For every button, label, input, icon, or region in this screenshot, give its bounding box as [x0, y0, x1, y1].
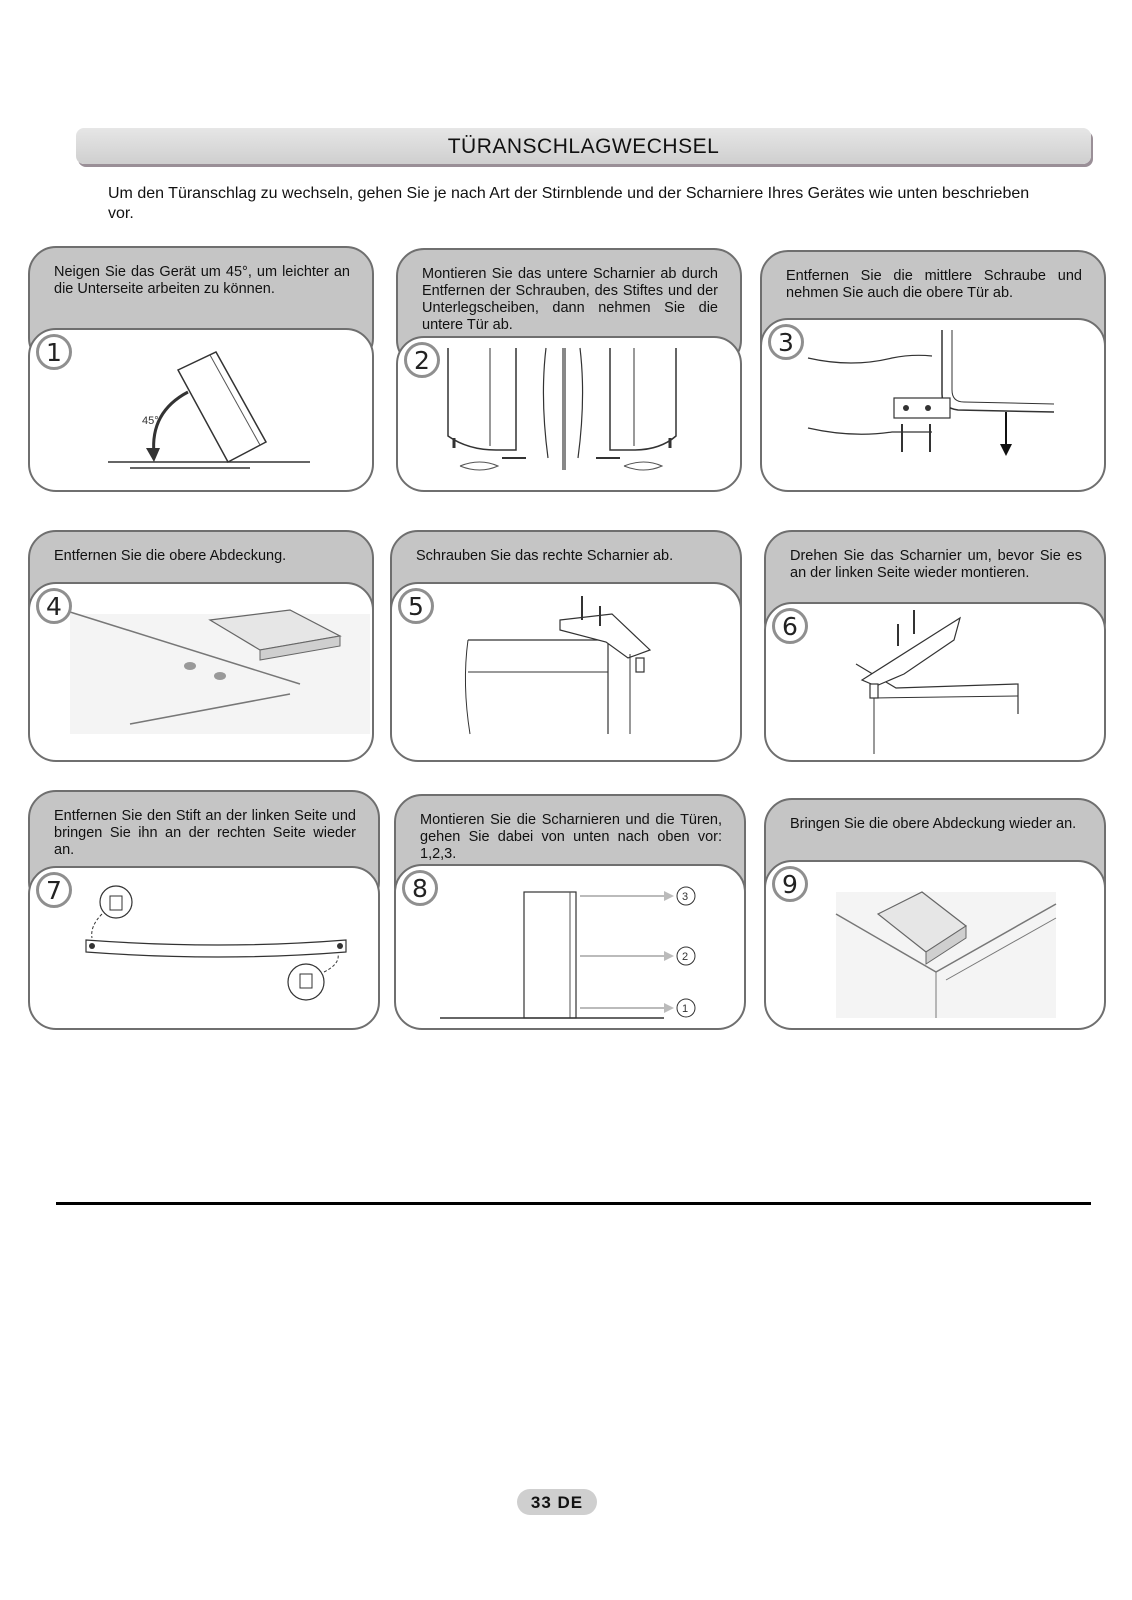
- step-number-badge: 2: [404, 342, 440, 378]
- top-cover-refit-illustration: [766, 862, 1106, 1030]
- callout-label: 3: [682, 891, 689, 903]
- step-number-badge: 6: [772, 608, 808, 644]
- step-number-badge: 5: [398, 588, 434, 624]
- lower-hinge-illustration: [398, 338, 742, 492]
- step-number-badge: 4: [36, 588, 72, 624]
- step-card-8: [394, 794, 746, 1030]
- step-card-7: [28, 790, 380, 1030]
- upper-door-illustration: [762, 320, 1106, 492]
- step-number-badge: 7: [36, 872, 72, 908]
- reassembly-order-illustration: [396, 866, 746, 1030]
- step-card-5: [390, 530, 742, 762]
- step-caption: Neigen Sie das Gerät um 45°, um leichter an die Unterseite arbeiten zu können.: [54, 264, 350, 297]
- step-number-badge: 8: [402, 870, 438, 906]
- step-card-9: [764, 798, 1106, 1030]
- step-illustration-panel: [396, 336, 742, 492]
- top-cover-removal-illustration: [30, 584, 374, 762]
- callout-label: 1: [682, 1003, 689, 1015]
- step-caption: Bringen Sie die obere Abdeckung wieder an.: [790, 816, 1077, 832]
- step-illustration-panel: [764, 860, 1106, 1030]
- right-hinge-removal-illustration: [392, 584, 742, 762]
- step-illustration-panel: [28, 328, 374, 492]
- footer-divider: [56, 1202, 1091, 1205]
- step-illustration-panel: [764, 602, 1106, 762]
- page-title: TÜRANSCHLAGWECHSEL: [76, 128, 1091, 164]
- step-caption: Entfernen Sie den Stift an der linken Seite und bringen Sie ihn an der rechten Seite wieder an.: [54, 808, 356, 858]
- angle-label: 45°: [142, 415, 159, 427]
- step-illustration-panel: [28, 866, 380, 1030]
- hinge-flip-illustration: [766, 604, 1106, 762]
- step-card-3: [760, 250, 1106, 492]
- step-illustration-panel: [760, 318, 1106, 492]
- intro-paragraph: Um den Türanschlag zu wechseln, gehen Sie je nach Art der Stirnblende und der Scharniere Ihres Gerätes wie unten beschrieben vor.: [108, 185, 1030, 222]
- step-illustration-panel: [28, 582, 374, 762]
- step-caption: Montieren Sie die Scharnieren und die Türen, gehen Sie dabei von unten nach oben vor: 1,2,3.: [420, 812, 722, 862]
- step-card-4: [28, 530, 374, 762]
- step-caption: Drehen Sie das Scharnier um, bevor Sie es an der linken Seite wieder montieren.: [790, 548, 1082, 581]
- step-card-2: [396, 248, 742, 492]
- step-number-badge: 1: [36, 334, 72, 370]
- page-number: 33 DE: [517, 1489, 597, 1515]
- callout-label: 2: [682, 951, 689, 963]
- step-caption: Schrauben Sie das rechte Scharnier ab.: [416, 548, 674, 564]
- step-caption: Montieren Sie das untere Scharnier ab durch Entfernen der Schrauben, des Stiftes und der Unterlegscheiben, dann nehmen Sie die untere Tür ab.: [422, 266, 718, 333]
- step-number-badge: 3: [768, 324, 804, 360]
- step-card-6: [764, 530, 1106, 762]
- step-illustration-panel: [390, 582, 742, 762]
- step-caption: Entfernen Sie die obere Abdeckung.: [54, 548, 287, 564]
- step-illustration-panel: [394, 864, 746, 1030]
- step-number-badge: 9: [772, 866, 808, 902]
- pin-swap-illustration: [30, 868, 380, 1030]
- step-caption: Entfernen Sie die mittlere Schraube und nehmen Sie auch die obere Tür ab.: [786, 268, 1082, 301]
- step-card-1: [28, 246, 374, 492]
- tilted-fridge-illustration: [30, 330, 374, 492]
